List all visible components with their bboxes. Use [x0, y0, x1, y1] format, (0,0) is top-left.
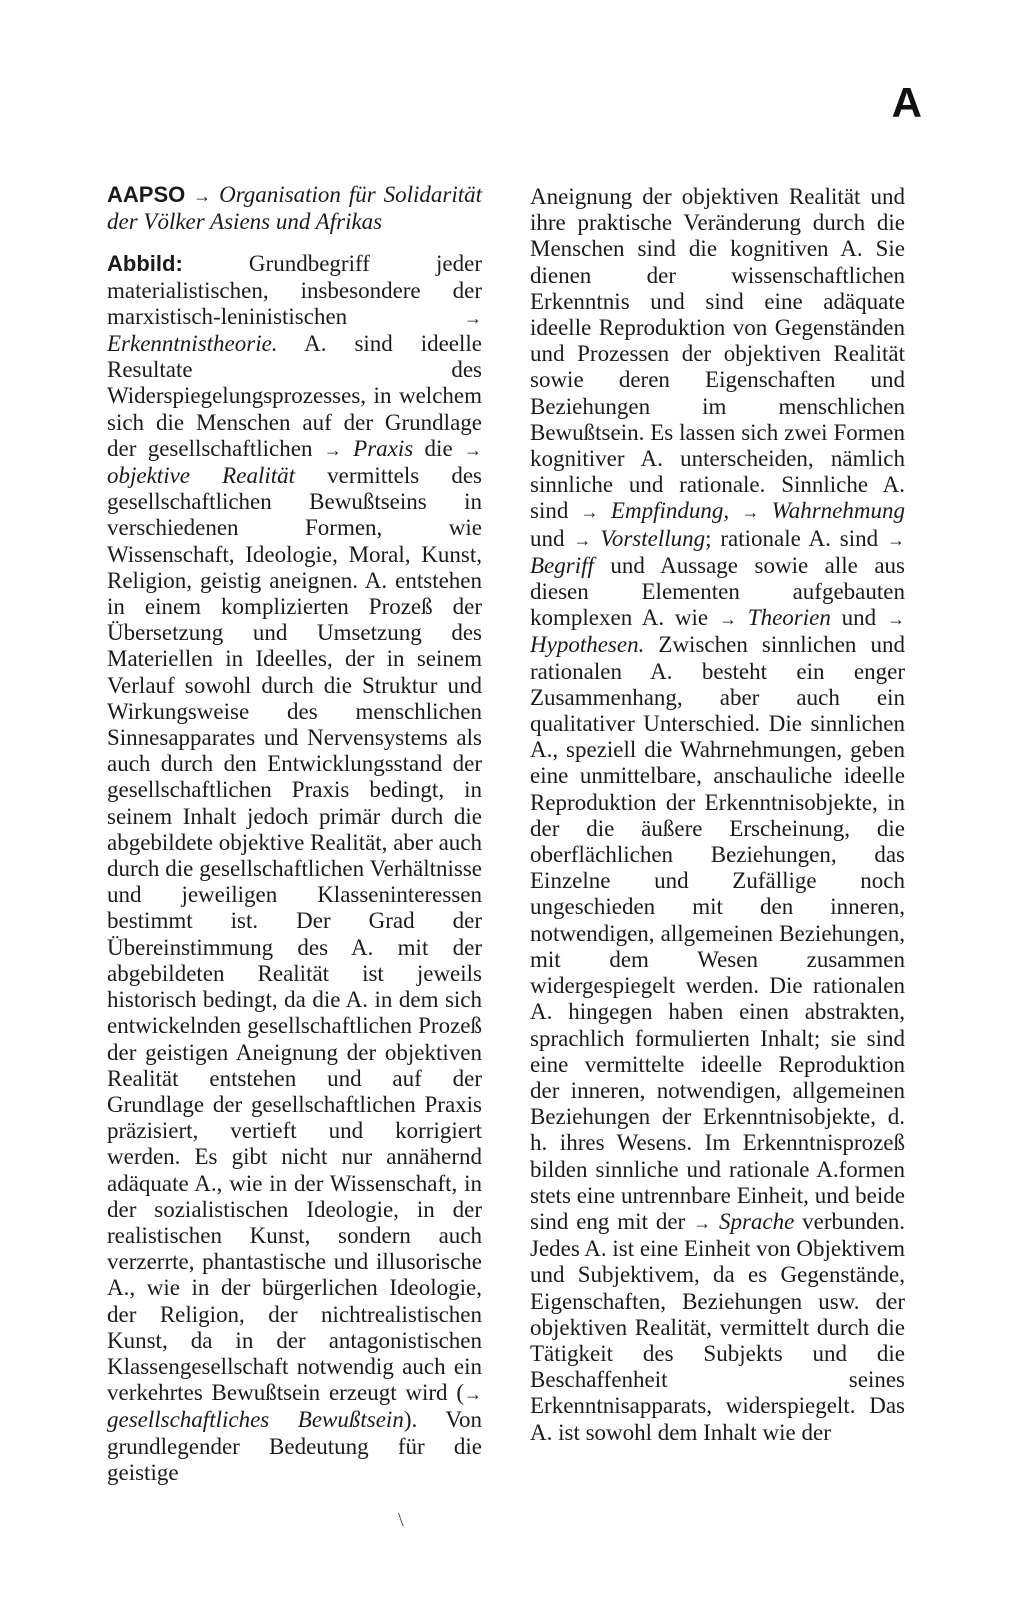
- cross-reference-arrow-icon: →: [573, 529, 592, 550]
- cross-reference-arrow-icon: →: [464, 307, 482, 328]
- cross-reference-arrow-icon: →: [741, 502, 760, 523]
- body-text: Aneignung der objektiven Realität und ihre praktische Veränderung durch die Menschen sind die kognitiven A. Sie dienen der wissenschaftlichen Erkenntnis und sind eine adäquate ideelle Reproduktion von Gegenständen und Prozessen der objektiven Realität sowie deren Eigenschaften und Beziehungen im menschlichen Bewußtsein. Es lassen sich zwei Formen kognitiver A. unterscheiden, nämlich sinnliche und rationale. Sinnliche A. sind: [530, 184, 905, 524]
- stray-scan-mark: \: [398, 1509, 404, 1531]
- cross-reference: Praxis: [353, 435, 414, 461]
- cross-reference-arrow-icon: →: [718, 609, 737, 630]
- dictionary-entry-aapso: [107, 182, 482, 235]
- cross-reference: Wahrnehmung: [771, 498, 905, 524]
- cross-reference-arrow-icon: →: [693, 1212, 712, 1233]
- cross-reference: Theorien: [747, 605, 831, 631]
- body-text: und Aussage sowie alle aus diesen Elementen aufgebauten komplexen A. wie: [530, 552, 905, 631]
- cross-reference: Vorstellung: [600, 525, 706, 551]
- body-text: ). Von grundlegender Bedeutung für die geistige: [107, 1407, 482, 1485]
- right-column: [530, 184, 905, 1446]
- body-text: vermittels des gesellschaftlichen Bewußtseins in verschiedenen Formen, wie Wissenschaft, Ideologie, Moral, Kunst, Religion, geistig aneignen. A. entstehen in einem komplizierten Prozeß der Übersetzung und Umsetzung des Materiellen in Ideelles, der in seinem Verlauf sowohl durch die Struktur und Wirkungsweise des menschlichen Sinnesapparates und Nervensystems als auch durch den Entwicklungsstand der gesellschaftlichen Praxis bedingt, in seinem Inhalt jedoch primär durch die abgebildete objektive Realität, aber auch durch die gesellschaftlichen Verhältnisse und jeweiligen Klasseninteressen bestimmt ist. Der Grad der Übereinstimmung des A. mit der abgebildeten Realität ist jeweils historisch bedingt, da die A. in dem sich entwickelnden gesellschaftlichen Prozeß der geistigen Aneignung der objektiven Realität entstehen und auf der Grundlage der gesellschaftlichen Praxis präzisiert, vertieft und korrigiert werden. Es gibt nicht nur annähernd adäquate A., wie in der Wissenschaft, in der sozialistischen Ideologie, in der realistischen Kunst, sondern auch verzerrte, phantastische und illusorische A., wie in der bürgerlichen Ideologie, der Religion, der nichtrealistischen Kunst, da in der antagonistischen Klassengesellschaft notwendig auch ein verkehrtes Bewußtsein erzeugt wird (: [107, 463, 482, 1406]
- body-text: verbunden. Jedes A. ist eine Einheit von Objektivem und Subjektivem, da es Gegenstände, Eigenschaften, Beziehungen usw. der objektiven Realität, vermittelt durch die Tätigkeit des Subjekts und die Beschaffenheit seines Erkenntnisapparats, widerspiegelt. Das A. ist sowohl dem Inhalt wie der: [530, 1208, 906, 1445]
- headword-aapso: AAPSO: [107, 182, 186, 207]
- headword-colon: :: [175, 251, 183, 277]
- body-text: Zwischen sinnlichen und rationalen A. besteht ein enger Zusammenhang, aber auch ein qualitativer Unterschied. Die sinnlichen A., speziell die Wahrnehmungen, geben eine unmittelbare, anschauliche ideelle Reproduktion der Erkenntnisobjekte, in der die äußere Erscheinung, die oberflächlichen Beziehungen, das Einzelne und Zufällige noch ungeschieden mit den inneren, notwendigen, allgemeinen Beziehungen, mit dem Wesen zusammen widergespiegelt werden. Die rationalen A. hingegen haben einen abstrakten, sprachlich formulierten Inhalt; sie sind eine vermittelte ideelle Reproduktion der inneren, notwendigen, allgemeinen Beziehungen der Erkenntnisobjekte, d. h. ihres Wesens. Im Erkenntnisprozeß bilden sinnliche und rationale A.formen stets eine untrennbare Einheit, und beide sind eng mit der: [530, 632, 905, 1234]
- cross-reference: Sprache: [718, 1208, 795, 1234]
- cross-reference-arrow-icon: →: [193, 186, 212, 206]
- cross-reference: objektive Realität: [107, 463, 295, 489]
- cross-reference-arrow-icon: →: [464, 1384, 482, 1405]
- body-text: die: [413, 435, 464, 461]
- body-text: Grundbegriff jeder materialistischen, insbesondere der marxistisch-leninistischen: [107, 251, 482, 329]
- cross-reference: Erkenntnistheorie.: [107, 331, 278, 357]
- cross-reference-arrow-icon: →: [580, 502, 599, 523]
- body-text: A. sind ideelle Resultate des Widerspiegelungsprozesses, in welchem sich die Menschen auf der Grundlage der gesellschaftlichen: [107, 331, 482, 461]
- cross-reference: Begriff: [530, 552, 594, 578]
- body-text: und: [530, 525, 574, 551]
- dictionary-entry-continuation: [530, 184, 905, 1446]
- cross-reference: Organisation für Solidarität der Völker Asiens und Afrikas: [107, 182, 482, 235]
- dictionary-entry-abbild: [107, 251, 482, 1486]
- body-text: [729, 498, 741, 523]
- cross-reference: Empfindung,: [610, 498, 730, 524]
- cross-reference: gesellschaftliches Bewußtsein: [107, 1407, 404, 1433]
- cross-reference-arrow-icon: →: [887, 609, 906, 630]
- cross-reference: Hypothesen.: [530, 632, 645, 658]
- headword-abbild: Abbild: [107, 251, 176, 277]
- cross-reference-arrow-icon: →: [887, 529, 905, 550]
- cross-reference-arrow-icon: →: [464, 439, 482, 460]
- body-text: und: [830, 605, 888, 631]
- body-text: ; rationale A. sind: [705, 525, 887, 551]
- section-letter: A: [891, 79, 922, 126]
- left-column: [107, 182, 482, 1502]
- cross-reference-arrow-icon: →: [323, 439, 342, 460]
